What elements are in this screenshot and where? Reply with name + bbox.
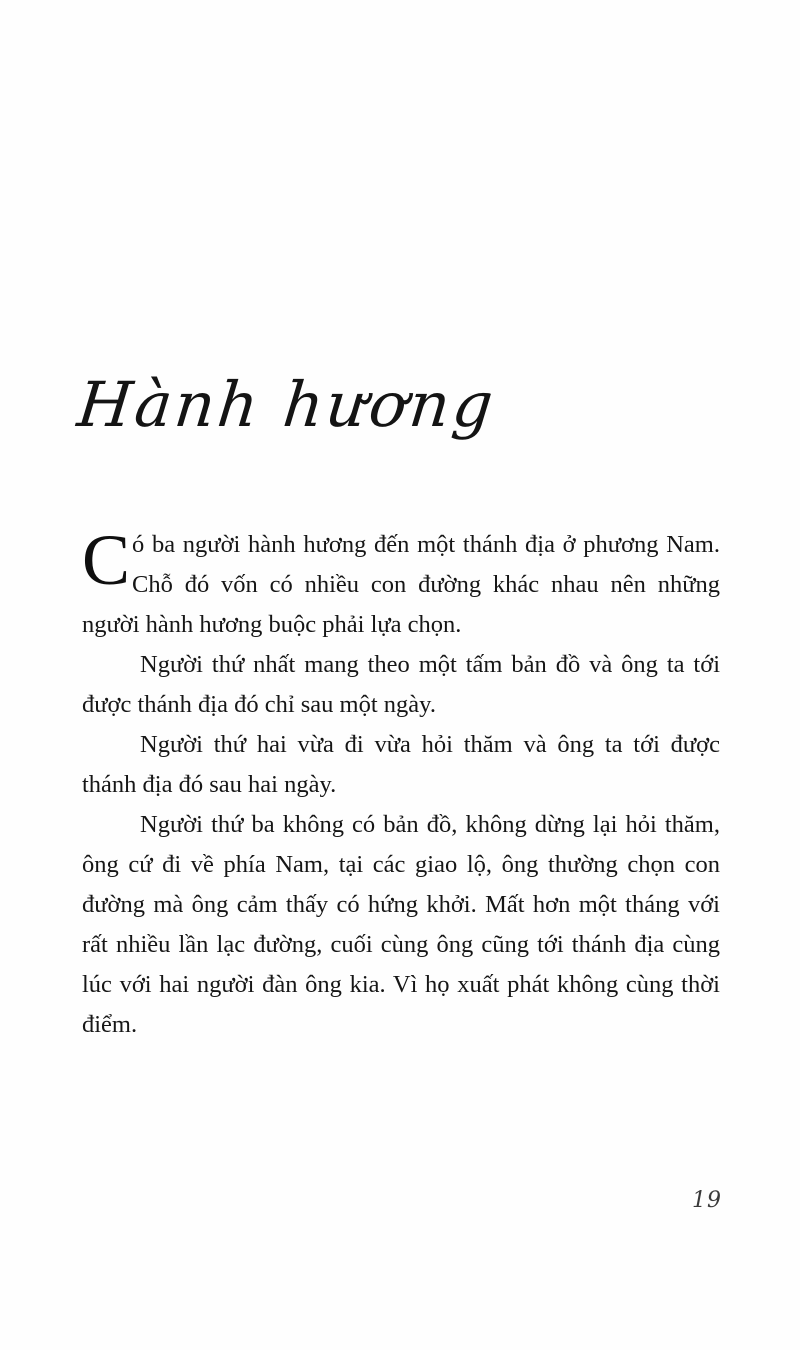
chapter-title: Hành hương [74,367,500,441]
paragraph-1-text: ó ba người hành hương đến một thánh địa ở phương Nam. Chỗ đó vốn có nhiều con đường khác nhau nên những người hành hương buộc phải lựa chọn. [82,531,720,638]
paragraph-3: Người thứ hai vừa đi vừa hỏi thăm và ông ta tới được thánh địa đó sau hai ngày. [82,731,720,798]
paragraph-4: Người thứ ba không có bản đồ, không dừng lại hỏi thăm, ông cứ đi về phía Nam, tại các giao lộ, ông thường chọn con đường mà ông cảm thấy có hứng khởi. Mất hơn một tháng với rất nhiều lần lạc đường, cuối cùng ông cũng tới thánh địa cùng lúc với hai người đàn ông kia. Vì họ xuất phát không cùng thời điểm. [82,811,720,1038]
paragraph-2: Người thứ nhất mang theo một tấm bản đồ và ông ta tới được thánh địa đó chỉ sau một ngày. [82,651,720,718]
chapter-body [82,520,720,1045]
drop-cap: C [82,520,131,600]
paragraph-1 [82,520,720,645]
page-number: 19 [692,1188,722,1213]
